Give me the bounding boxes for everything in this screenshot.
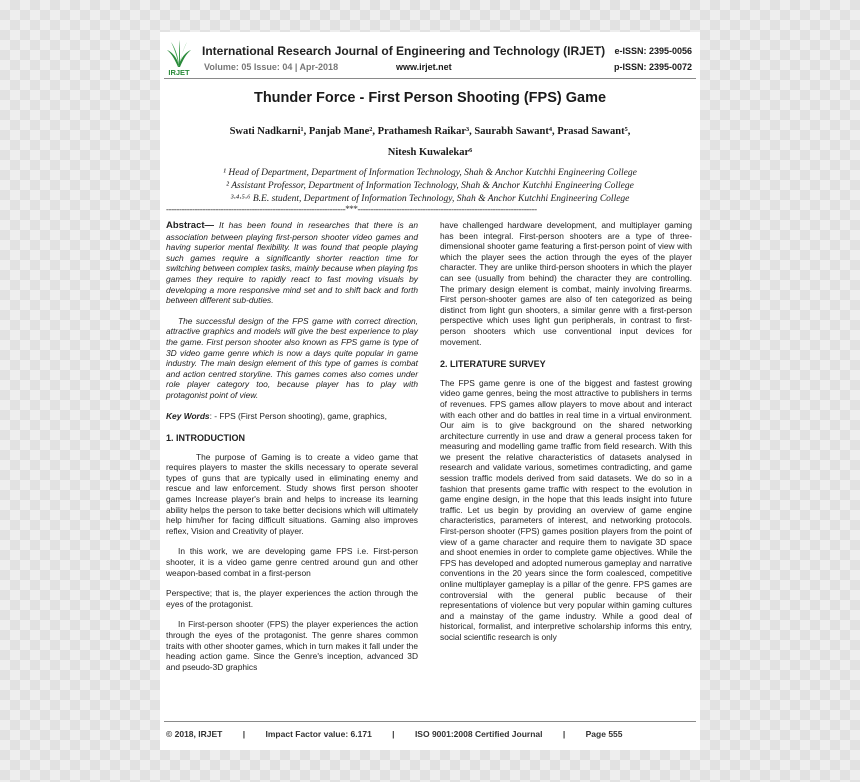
volume-issue: Volume: 05 Issue: 04 | Apr-2018 <box>204 62 339 72</box>
p-issn: p-ISSN: 2395-0072 <box>613 62 692 72</box>
footer-separator: | <box>562 729 566 739</box>
footer-copyright: © 2018, IRJET <box>166 729 223 739</box>
literature-paragraph: The FPS game genre is one of the biggest and fastest growing video game genres, being the most attractive to publishers in terms of revenues. FPS games allow players to move about and interact with each other and do battles in real time in a virtual environment. Our aim is to give background on the shared networking architecture currently in use and draw a general process taken for measuring and modelling game traffic from field research. With this we present the relative characteristics of datasets analysed in research and validate various, sometimes contradicting, and game session traffic models derived from said datasets. We do so in a fashion that presents game traffic with respect to the evolution in game engine design, in the hope that this leads insight into future traffic. Let us begin by providing an overview of game engine characteristics, parameters of interest, and networking protocols. First-person shooter (FPS) games position players from the point of view of a game character and require them to navigate 3D space and shoot enemies in order to complete game objectives. While the FPS has developed and adopted numerous gameplay and narrative conventions in the 20 years since the form coalesced, competitive online multiplayer gameplay is a pillar of the genre. FPS games are controversial with the general public because of their representations of violence but very popular within gaming cultures and a mainstay of the game industry. While a good deal of historical, formalist, and interpretive scholarship informs this entry, social scientific research is only <box>440 377 692 642</box>
journal-title: International Research Journal of Engineering and Technology (IRJET) <box>202 44 606 58</box>
body-paragraph-1: have challenged hardware development, and multiplayer gaming has been integral. First-person shooters are a type of three-dimensional shooter game featuring a first-person point of view with which the player sees the action through the eyes of the player character. They are unlike third-person shooters in which the player can see (usually from behind) the character they are controlling. The primary design element is combat, mainly involving firearms. First person-shooter games are also of ten categorized as being distinct from light gun shooters, a similar genre with a first-person perspective which uses light gun peripherals, in contrast to first-person shooters which use conventional input devices for movement. <box>440 220 692 347</box>
journal-website-link[interactable]: www.irjet.net <box>396 62 452 72</box>
author-list <box>182 121 678 163</box>
logo-leaf-icon <box>166 40 192 68</box>
intro-paragraph-2: In this work, we are developing game FPS i.e. First-person shooter, it is a video game genre centred around gun and other weapon-based combat in a first-person <box>166 546 418 578</box>
authors-line-1: Swati Nadkarni¹, Panjab Mane², Prathamesh Raikar³, Saurabh Sawant⁴, Prasad Sawant⁵, <box>229 126 631 137</box>
footer-separator: | <box>392 729 395 739</box>
affiliation-3: ³·⁴·⁵·⁶ B.E. student, Department of Information Technology, Shah & Anchor Kutchhi Engineering College <box>230 194 630 204</box>
intro-paragraph-3: Perspective; that is, the player experiences the action through the eyes of the protagonist. <box>166 588 418 609</box>
intro-paragraph-4: In First-person shooter (FPS) the player experiences the action through the eyes of the protagonist. The genre shares common traits with other shooter games, which in turn makes it fall under the heading action game. Since the Genre's inception, advanced 3D and pseudo-3D graphics <box>166 619 418 672</box>
footer-iso: ISO 9001:2008 Certified Journal <box>414 729 543 739</box>
footer-separator: | <box>242 729 246 739</box>
footer-page-number: Page 555 <box>585 729 623 739</box>
header-rule <box>164 78 696 79</box>
intro-paragraph-1: The purpose of Gaming is to create a video game that requires players to master the skills necessary to operate several types of guns that are typically used in eliminating enemy and rescue and law enforcement. Study shows first person shooter games Increase player's brain and helps to increase its learning ability helps the person to take better decisions which will ultimately help him/her for facing difficult situations. Gaming also improves reflex, Vision and Creativity of player. <box>166 451 418 536</box>
left-column <box>166 220 418 672</box>
section-heading-introduction: 1. INTRODUCTION <box>166 433 246 444</box>
affiliations <box>170 167 690 206</box>
keywords-text: : - FPS (First Person shooting), game, graphics, <box>209 410 387 421</box>
page-footer <box>166 729 694 739</box>
authors-line-2: Nitesh Kuwalekar⁶ <box>387 147 473 158</box>
logo-text: IRJET <box>168 68 190 77</box>
paper-title: Thunder Force - First Person Shooting (FPS) Game <box>253 90 607 106</box>
abstract-paragraph-2: The successful design of the FPS game with correct direction, attractive graphics and models will give the best experience to play the game. First person shooter also known as FPS game is type of 3D video game genre which is now a days quite popular in game industry. The main design element of this type of games is combat and action centred storyline. This games comes also comes under role player category too, because player has to play with protagonist point of view. <box>166 315 418 400</box>
affiliation-1: ¹ Head of Department, Department of Information Technology, Shah & Anchor Kutchhi Engineering College <box>223 168 637 178</box>
affiliation-2: ² Assistant Professor, Department of Information Technology, Shah & Anchor Kutchhi Engineering College <box>226 181 634 191</box>
footer-rule <box>164 721 696 722</box>
abstract-paragraph <box>166 220 418 306</box>
footer-impact-factor: Impact Factor value: 6.171 <box>265 729 372 739</box>
paper-page <box>160 32 700 750</box>
keywords-label: Key Words <box>166 410 210 421</box>
e-issn: e-ISSN: 2395-0056 <box>614 46 692 56</box>
keywords <box>166 411 418 422</box>
journal-header <box>164 40 696 80</box>
abstract-label: Abstract— <box>166 220 215 231</box>
section-separator: ---------------------------------------------------------------------***--------------------------------------------------------------------- <box>166 204 537 214</box>
irjet-logo <box>164 40 194 80</box>
abstract-text: It has been found in researches that there is an association between playing first-person shooter video games and having superior mental flexibility. It was found that people playing such games require a significantly shorter reaction time for switching between complex tasks, mainly because when playing fps games they require to rapidly react to fast moving visuals by developing a more responsive mind set and to shift back and forth between different sub-duties. <box>166 220 418 306</box>
section-heading-literature-survey: 2. LITERATURE SURVEY <box>440 359 546 370</box>
right-column <box>440 220 692 643</box>
